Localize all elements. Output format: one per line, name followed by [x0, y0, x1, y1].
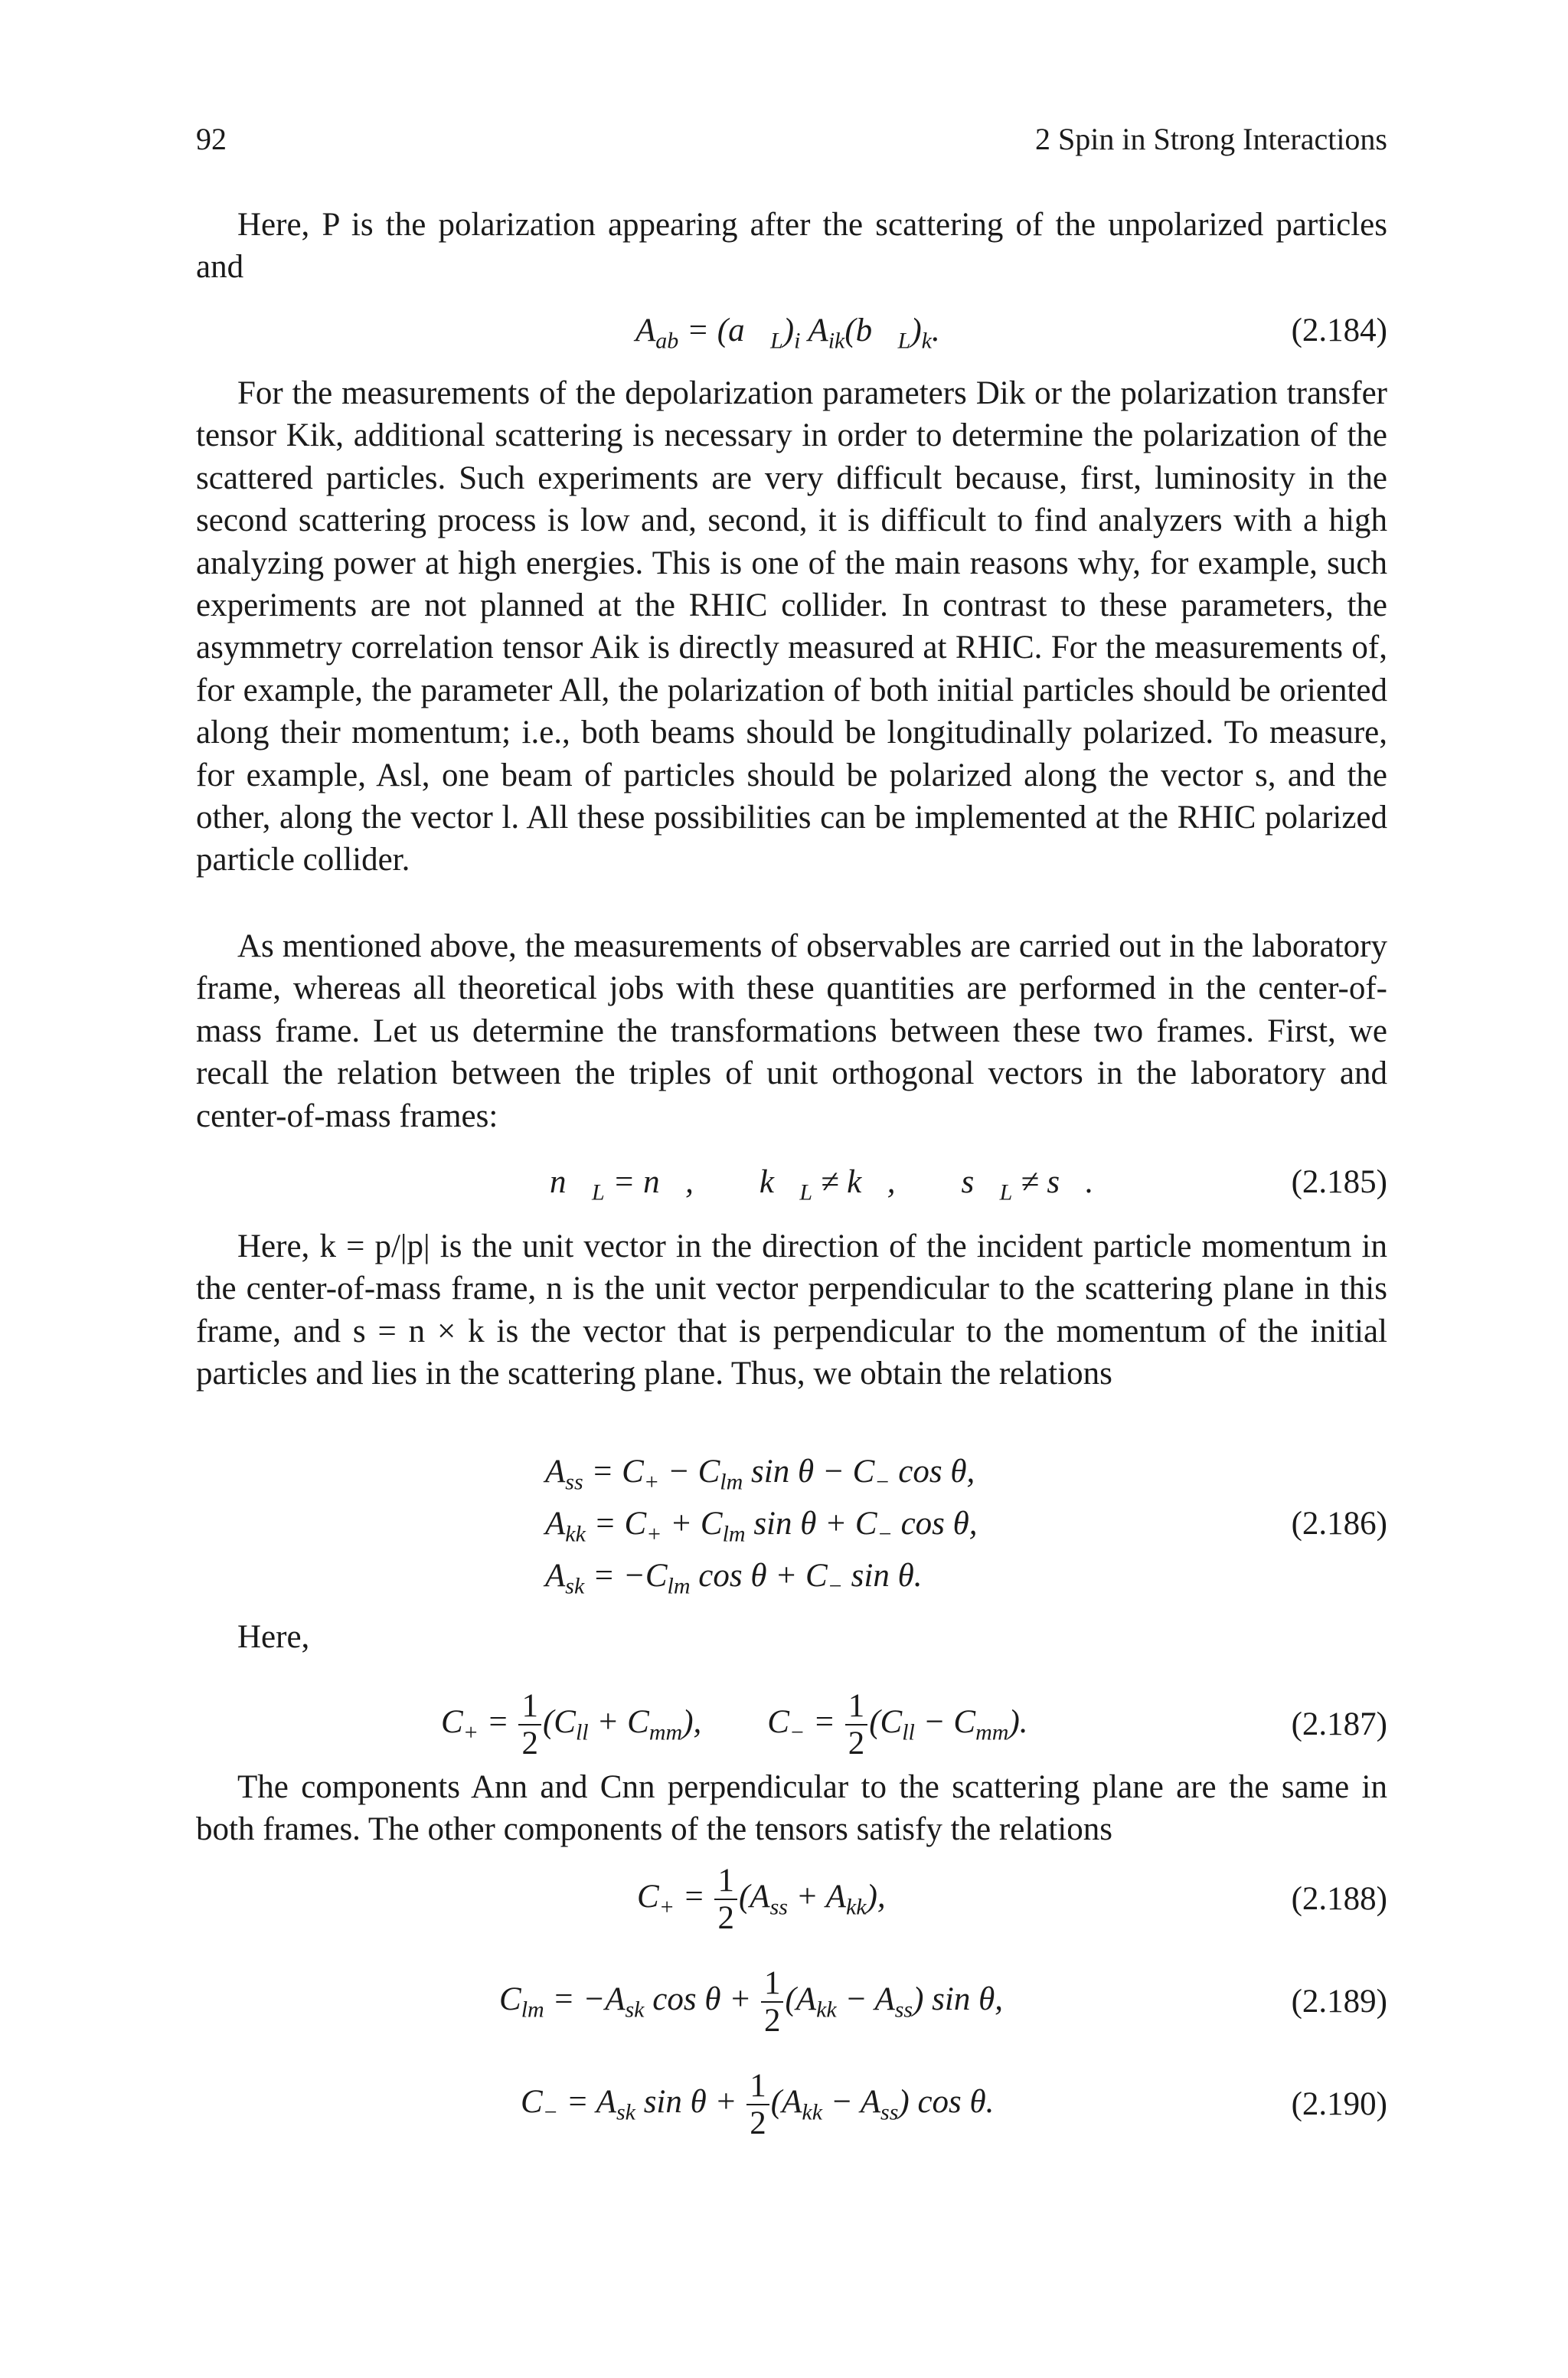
paragraph-1	[196, 204, 1387, 289]
equation-2-186	[196, 1449, 1387, 1602]
equation-number: (2.187)	[1291, 1706, 1387, 1742]
equation-body: $C_+$ = $\frac{1}{2}$ $(C_{ll} + C_{mm})$, $C_-$ = $\frac{1}{2}$ $(C_{ll} - C_{mm})$.	[441, 1688, 1028, 1761]
paragraph-text: Here, P is the polarization appearing after the scattering of the unpolarized particles and	[196, 207, 1387, 286]
equation-body: $C_- = A_{sk}$ sin θ + $\frac{1}{2}$ $(A_{kk} - A_{ss})$ cos θ.	[521, 2068, 995, 2141]
equation-2-185	[196, 1160, 1387, 1205]
equation-2-188	[196, 1860, 1387, 1944]
paragraph-text: As mentioned above, the measurements of observables are carried out in the laboratory frame, whereas all theoretical jobs with these quantities are performed in the center-of-mass frame. Let us determine the transformations between these two frames. First, we recall the relation between the triples of unit orthogonal vectors in the laboratory and center-of-mass frames:	[196, 928, 1387, 1134]
paragraph-text: The components Ann and Cnn perpendicular to the scattering plane are the same in both frames. The other components of the tensors satisfy the relations	[196, 1769, 1387, 1848]
equation-body: $C_{lm} = -A_{sk}$ cos θ + $\frac{1}{2}$ $(A_{kk} - A_{ss})$ sin θ,	[499, 1965, 1003, 2039]
equation-2-187	[196, 1685, 1387, 1769]
equation-row-sk: $A_{sk} = -C_{lm}$ $\cos \theta + C_-$ sin θ.	[545, 1558, 923, 1599]
equation-row-kk: $A_{kk} = C_+ + C_{lm}$ $\sin \theta + C_-$ cos θ,	[545, 1506, 978, 1547]
equation-2-190	[196, 2065, 1387, 2149]
paragraph-2	[196, 372, 1387, 882]
equation-row-ss: $A_{ss} = C_+ - C_{lm}$ $\sin \theta - C_-$ cos θ,	[545, 1454, 975, 1495]
paragraph-text: Here, k = p/|p| is the unit vector in the direction of the incident particle momentum in the center-of-mass frame, n is the unit vector perpendicular to the scattering plane in this frame, and s = n × k is the vector that is perpendicular to the momentum of the initial particles and lies in the scattering plane. Thus, we obtain the relations	[196, 1228, 1387, 1392]
equation-number: (2.184)	[1291, 312, 1387, 348]
equation-number: (2.190)	[1291, 2086, 1387, 2122]
paragraph-6	[196, 1766, 1387, 1851]
paragraph-3	[196, 925, 1387, 1137]
equation-number: (2.185)	[1291, 1164, 1387, 1200]
equation-body: $n⃗_L$ = n⃗, $k⃗_L$ ≠ k⃗, $s⃗_L$ ≠ s⃗.	[550, 1164, 1094, 1205]
running-title: 2 Spin in Strong Interactions	[1035, 122, 1387, 156]
page-number: 92	[196, 122, 227, 156]
equation-2-189	[196, 1962, 1387, 2046]
equation-number: (2.188)	[1291, 1881, 1387, 1917]
paragraph-text: For the measurements of the depolarization parameters Dik or the polarization transfer tensor Kik, additional scattering is necessary in order to determine the polarization of the scattered particles. Such experiments are very difficult because, first, luminosity in the second scattering process is low and, second, it is difficult to find analyzers with a high analyzing power at high energies. This is one of the main reasons why, for example, such experiments are not planned at the RHIC collider. In contrast to these parameters, the asymmetry correlation tensor Aik is directly measured at RHIC. For the measurements of, for example, the parameter All, the polarization of both initial particles should be oriented along their momentum; i.e., both beams should be longitudinally polarized. To measure, for example, Asl, one beam of particles should be polarized along the vector s, and the other, along the vector l. All these possibilities can be implemented at the RHIC polarized particle collider.	[196, 375, 1387, 878]
equation-number: (2.186)	[1291, 1506, 1387, 1542]
paragraph-text: Here,	[237, 1619, 310, 1655]
paragraph-5	[196, 1616, 1387, 1658]
equation-2-184	[196, 308, 1387, 354]
equation-number: (2.189)	[1291, 1984, 1387, 2020]
equation-body: $C_+$ = $\frac{1}{2}$ $(A_{ss} + A_{kk})$,	[637, 1863, 886, 1936]
paragraph-4	[196, 1225, 1387, 1395]
equation-body: $A_{ab}$ = $(a⃗_L)_i$ $A_{ik}(b⃗_L)_k$.	[635, 312, 940, 354]
